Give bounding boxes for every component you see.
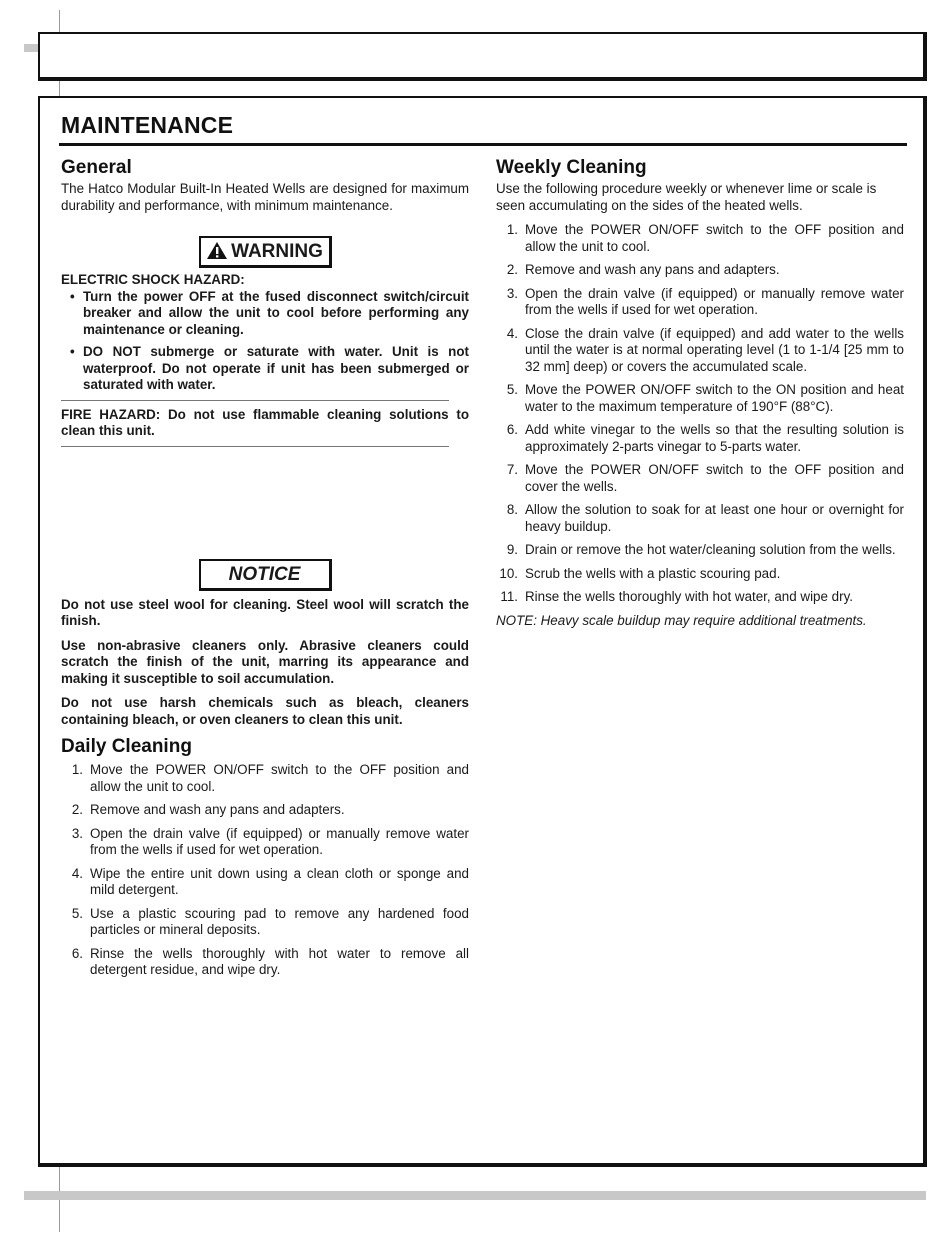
step-text: Move the POWER ON/OFF switch to the OFF position and cover the wells.: [525, 462, 904, 494]
notice-paragraph: Do not use harsh chemicals such as bleach, cleaners containing bleach, or oven cleaners to clean this unit.: [61, 695, 469, 727]
step-number: 6.: [71, 945, 83, 961]
list-item: [61, 344, 469, 394]
page-header-box: [38, 32, 927, 81]
bullet-text: DO NOT submerge or saturate with water. Unit is not waterproof. Do not operate if unit has been submerged or saturated with water.: [83, 344, 469, 392]
step-text: Rinse the wells thoroughly with hot water to remove all detergent residue, and wipe dry.: [90, 945, 469, 977]
list-item: [496, 382, 904, 415]
step-number: 11.: [500, 589, 518, 604]
step-text: Open the drain valve (if equipped) or manually remove water from the wells if used for wet operation.: [90, 825, 469, 857]
step-number: 3.: [506, 285, 518, 301]
list-item: [496, 222, 904, 255]
list-item: [496, 422, 904, 455]
list-item: [496, 542, 904, 559]
general-intro: The Hatco Modular Built-In Heated Wells are designed for maximum durability and performance, with minimum maintenance.: [61, 181, 469, 213]
step-number: 9.: [506, 542, 518, 557]
list-item: [496, 566, 904, 583]
step-number: 6.: [506, 422, 518, 437]
shock-hazard-heading: ELECTRIC SHOCK HAZARD:: [61, 272, 245, 287]
list-item: [61, 826, 469, 859]
step-text: Open the drain valve (if equipped) or manually remove water from the wells if used for wet operation.: [525, 285, 904, 317]
step-text: Allow the solution to soak for at least one hour or overnight for heavy buildup.: [525, 502, 904, 534]
step-text: Remove and wash any pans and adapters.: [525, 262, 780, 277]
notice-paragraph: Use non-abrasive cleaners only. Abrasive cleaners could scratch the finish of the unit, marring its appearance and making it susceptible to soil accumulation.: [61, 637, 469, 686]
divider: [61, 400, 449, 401]
left-column: [61, 157, 469, 986]
page-footer-bar: [24, 1191, 926, 1200]
step-text: Rinse the wells thoroughly with hot water, and wipe dry.: [525, 589, 853, 604]
title-rule: [59, 143, 907, 146]
weekly-note: NOTE: Heavy scale buildup may require additional treatments.: [496, 612, 867, 628]
list-item: [61, 802, 469, 819]
divider: [61, 446, 449, 447]
step-text: Add white vinegar to the wells so that the resulting solution is approximately 2-parts vinegar to 5-parts water.: [525, 422, 904, 454]
step-number: 10.: [499, 565, 518, 581]
weekly-steps-list: [496, 222, 904, 606]
step-text: Move the POWER ON/OFF switch to the OFF position and allow the unit to cool.: [525, 222, 904, 254]
notice-label: NOTICE: [228, 563, 301, 585]
warning-label: WARNING: [231, 241, 323, 262]
list-item: [496, 462, 904, 495]
step-number: 1.: [71, 762, 83, 777]
step-number: 5.: [506, 382, 518, 397]
shock-hazard-list: [61, 289, 469, 394]
daily-steps-list: [61, 762, 469, 979]
step-text: Scrub the wells with a plastic scouring pad.: [525, 565, 781, 581]
list-item: [496, 326, 904, 376]
daily-cleaning-heading: Daily Cleaning: [61, 736, 192, 757]
step-number: 3.: [71, 825, 83, 841]
step-number: 8.: [506, 502, 518, 517]
step-text: Wipe the entire unit down using a clean cloth or sponge and mild detergent.: [90, 865, 469, 897]
step-number: 5.: [71, 905, 83, 921]
list-item: [61, 289, 469, 339]
bullet-glyph: •: [70, 288, 75, 304]
step-number: 4.: [71, 865, 83, 881]
warning-label-box: [199, 236, 332, 268]
list-item: [496, 589, 904, 606]
step-text: Move the POWER ON/OFF switch to the OFF position and allow the unit to cool.: [90, 762, 469, 794]
page-title: MAINTENANCE: [61, 112, 234, 138]
list-item: [61, 906, 469, 939]
list-item: [496, 502, 904, 535]
warning-triangle-icon: [206, 241, 228, 260]
step-number: 7.: [506, 462, 518, 477]
step-number: 2.: [506, 262, 518, 277]
step-number: 1.: [506, 222, 518, 237]
list-item: [61, 762, 469, 795]
step-number: 2.: [71, 802, 83, 817]
step-number: 4.: [506, 325, 518, 341]
step-text: Drain or remove the hot water/cleaning solution from the wells.: [525, 542, 896, 557]
right-column: [496, 157, 904, 629]
weekly-cleaning-heading: Weekly Cleaning: [496, 157, 647, 178]
step-text: Close the drain valve (if equipped) and add water to the wells until the water is at normal operating level (1 to 1-1/4 [25 mm to 32 mm] deep) or covers the accumulated scale.: [525, 325, 904, 374]
list-item: [61, 866, 469, 899]
bullet-text: Turn the power OFF at the fused disconnect switch/circuit breaker and allow the unit to cool before performing any maintenance or cleaning.: [83, 288, 469, 337]
list-item: [61, 946, 469, 979]
weekly-intro: Use the following procedure weekly or whenever lime or scale is seen accumulating on the sides of the heated wells.: [496, 181, 877, 213]
list-item: [496, 286, 904, 319]
step-text: Move the POWER ON/OFF switch to the ON position and heat water to the maximum temperature of 190°F (88°C).: [525, 382, 904, 414]
list-item: [496, 262, 904, 279]
notice-paragraph: Do not use steel wool for cleaning. Steel wool will scratch the finish.: [61, 596, 469, 628]
step-text: Use a plastic scouring pad to remove any hardened food particles or mineral deposits.: [90, 905, 469, 937]
fire-hazard-text: FIRE HAZARD: Do not use flammable cleaning solutions to clean this unit.: [61, 406, 469, 438]
general-heading: General: [61, 157, 132, 178]
notice-label-box: [199, 559, 332, 591]
bullet-glyph: •: [70, 344, 75, 359]
step-text: Remove and wash any pans and adapters.: [90, 802, 345, 817]
